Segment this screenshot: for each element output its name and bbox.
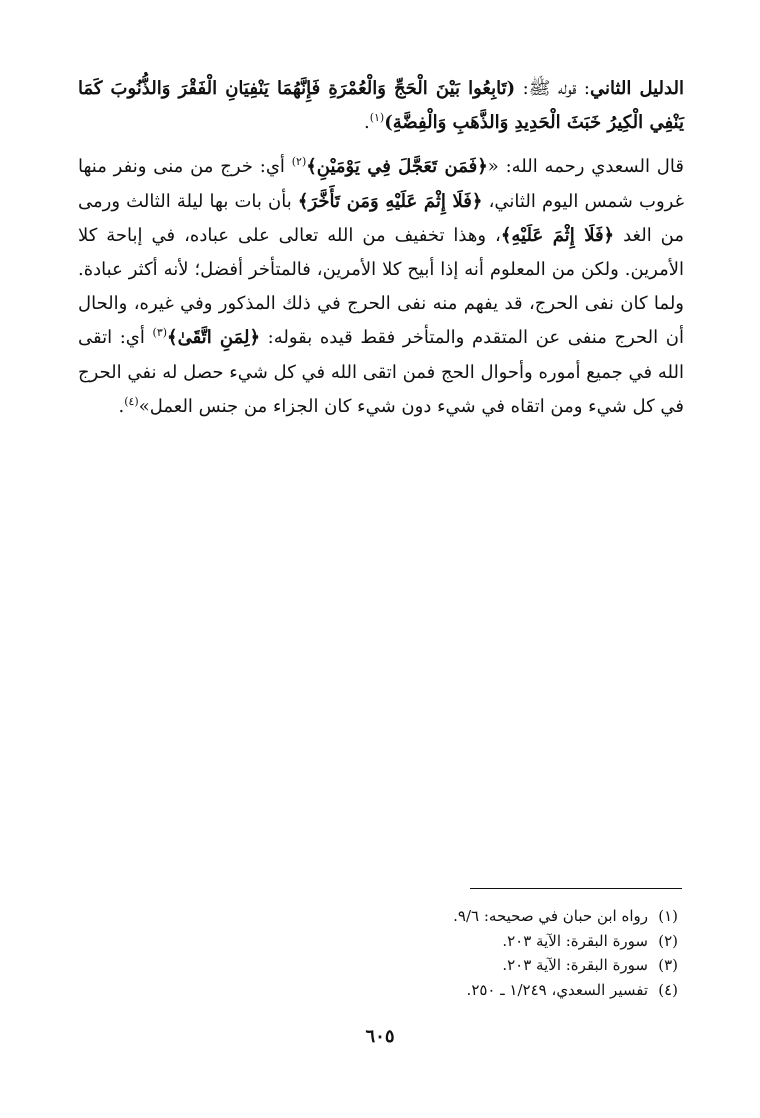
footnote-item	[453, 978, 678, 1003]
footnote-item	[453, 953, 678, 978]
footnote-number: (٤)	[658, 980, 678, 999]
quote-intro: قال السعدي رحمه الله: «	[487, 156, 684, 178]
page-number: ٦٠٥	[365, 1026, 395, 1047]
footnote-divider	[470, 888, 682, 889]
footnote-ref-1: (١)	[369, 111, 385, 125]
footnote-item	[453, 904, 678, 929]
paragraph-saadi-quote	[78, 150, 684, 424]
footnote-ref-2: (٢)	[291, 155, 307, 169]
footnote-ref-4: (٤)	[124, 394, 139, 408]
evidence-intro: : قوله ﷺ:	[515, 78, 590, 99]
footnote-list	[453, 904, 678, 1002]
footnote-number: (٣)	[658, 956, 678, 974]
footnote-number: (١)	[658, 907, 678, 925]
paragraph-evidence-two	[78, 72, 684, 140]
main-text	[78, 72, 684, 434]
text-segment-3: بأن بات بها ليلة الثالث ورمى من الغد	[78, 190, 685, 246]
footnote-text: رواه ابن حبان في صحيحه: ٩/٦.	[453, 907, 648, 925]
footnote-item	[453, 929, 678, 954]
text-segment-4: ، وهذا تخفيف من الله تعالى على عباده، في إباحة كلا الأمرين. ولكن من المعلوم أنه إذا أبيح كلا الأمرين، فالمتأخر أفضل؛ لأنه أكثر عبادة. ولما كان نفى الحرج، قد يفهم منه نفى الحرج في ذلك المذكور وفي غيره، والحال أن الحرج منفى عن المتقدم والمتأخر فقط قيده بقوله:	[78, 224, 684, 349]
footnote-ref-3: (٣)	[152, 326, 168, 340]
text-segment-5: أي: اتقى الله في جميع أموره وأحوال الحج فمن اتقى الله في كل شيء حصل له نفي الحرج في كل شيء ومن اتقاه في شيء دون شيء كان الجزاء من جنس العمل»	[78, 327, 684, 417]
footnote-text: سورة البقرة: الآية ٢٠٣.	[502, 956, 648, 974]
footnote-text: تفسير السعدي، ١/٢٤٩ ـ ٢٥٠.	[466, 980, 648, 999]
footnote-text: سورة البقرة: الآية ٢٠٣.	[502, 931, 648, 950]
paragraph-end: .	[363, 112, 370, 134]
text-segment-2: أي: خرج من منى ونفر منها غروب شمس اليوم الثاني،	[78, 156, 685, 212]
quran-verse-1: ﴿فَمَن تَعَجَّلَ فِي يَوْمَيْنِ﴾	[306, 156, 488, 178]
quran-verse-3: ﴿فَلَا إِثْمَ عَلَيْهِ﴾	[500, 224, 615, 246]
footnote-number: (٢)	[658, 931, 678, 950]
paragraph-end: .	[118, 395, 125, 417]
quran-verse-4: ﴿لِمَنِ اتَّقَىٰ﴾	[167, 327, 261, 349]
quran-verse-2: ﴿فَلَا إِثْمَ عَلَيْهِ وَمَن تَأَخَّرَ﴾	[297, 190, 483, 212]
evidence-label: الدليل الثاني	[590, 78, 684, 99]
hadith-text: (تَابِعُوا بَيْنَ الْحَجِّ وَالْعُمْرَةِ فَإِنَّهُمَا يَنْفِيَانِ الْفَقْرَ وَالذُّنُوبَ كَمَا يَنْفِي الْكِيرُ خَبَثَ الْحَدِيدِ وَالذَّهَبِ وَالْفِضَّةِ)	[78, 78, 684, 134]
